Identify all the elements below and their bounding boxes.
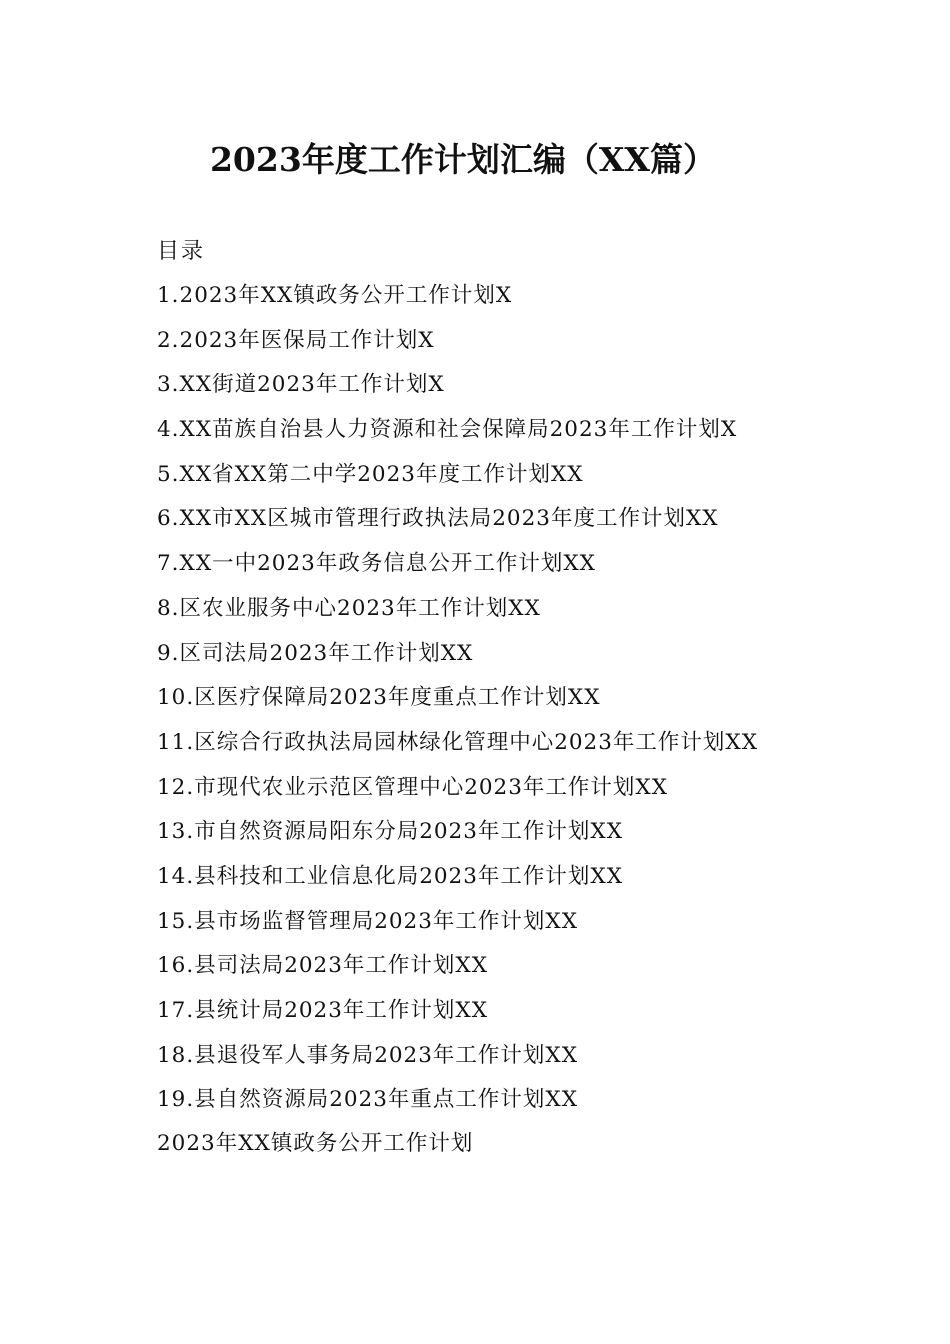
toc-item: 2.2023年医保局工作计划X — [157, 327, 435, 353]
toc-item: 3.XX街道2023年工作计划X — [157, 372, 445, 398]
table-of-contents — [157, 278, 857, 1127]
toc-item: 15.县市场监督管理局2023年工作计划XX — [157, 908, 579, 934]
toc-item: 18.县退役军人事务局2023年工作计划XX — [157, 1042, 579, 1068]
section-heading: 2023年XX镇政务公开工作计划 — [157, 1131, 474, 1156]
toc-item: 14.县科技和工业信息化局2023年工作计划XX — [157, 863, 624, 889]
toc-item: 9.区司法局2023年工作计划XX — [157, 640, 474, 666]
document-title: 2023年度工作计划汇编（XX篇） — [209, 140, 717, 179]
toc-item: 12.市现代农业示范区管理中心2023年工作计划XX — [157, 774, 669, 800]
toc-item: 1.2023年XX镇政务公开工作计划X — [157, 283, 513, 308]
toc-item: 11.区综合行政执法局园林绿化管理中心2023年工作计划XX — [157, 729, 759, 755]
toc-item: 8.区农业服务中心2023年工作计划XX — [157, 595, 541, 621]
toc-item: 4.XX苗族自治县人力资源和社会保障局2023年工作计划X — [157, 417, 738, 443]
toc-item: 10.区医疗保障局2023年度重点工作计划XX — [157, 685, 601, 711]
toc-item: 19.县自然资源局2023年重点工作计划XX — [157, 1087, 579, 1113]
toc-item: 6.XX市XX区城市管理行政执法局2023年度工作计划XX — [157, 506, 719, 532]
toc-item: 17.县统计局2023年工作计划XX — [157, 998, 489, 1023]
toc-item: 5.XX省XX第二中学2023年度工作计划XX — [157, 461, 584, 487]
toc-item: 13.市自然资源局阳东分局2023年工作计划XX — [157, 819, 624, 845]
toc-item: 7.XX一中2023年政务信息公开工作计划XX — [157, 551, 596, 577]
toc-heading: 目录 — [157, 239, 206, 264]
toc-item: 16.县司法局2023年工作计划XX — [157, 953, 489, 979]
